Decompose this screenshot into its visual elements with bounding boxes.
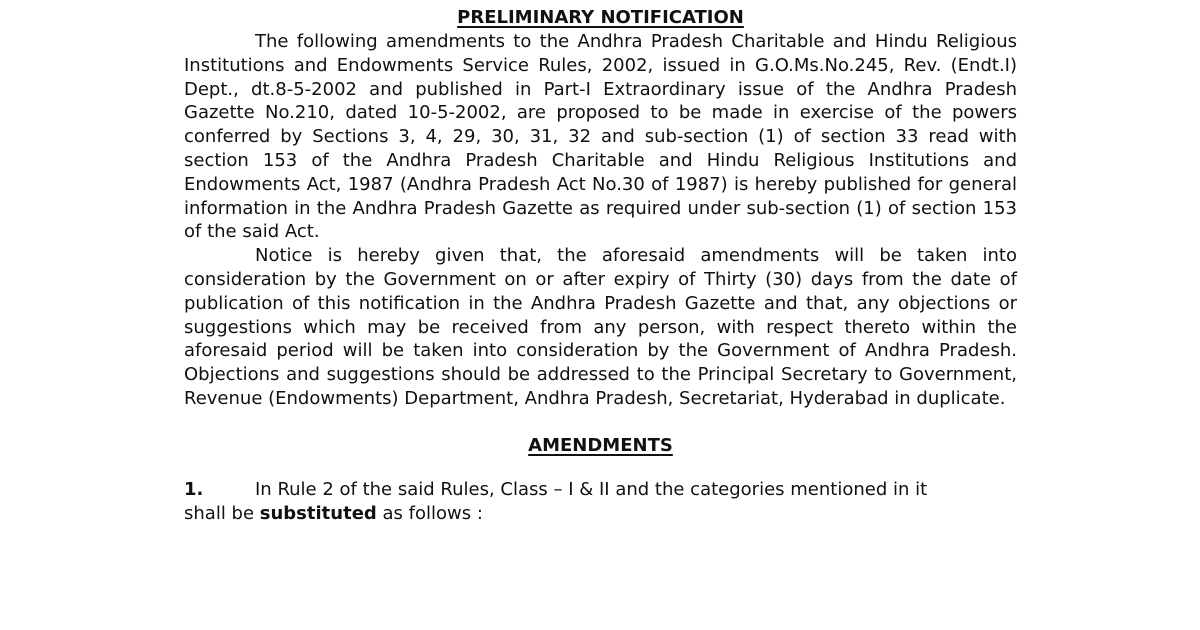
rule-substituted-word: substituted [259,502,377,524]
rule-line-2 [184,502,1017,526]
rule-number: 1. [184,478,204,500]
rule-text: In Rule 2 of the said Rules, Class – I & II and the categories mentioned in it [255,478,928,500]
page-title: PRELIMINARY NOTIFICATION [457,7,744,28]
rule-item-1 [184,478,1017,526]
rule-line2-suffix: as follows : [376,502,483,524]
rule-line-1 [184,478,1017,502]
paragraph-notice: Notice is hereby given that, the aforesaid amendments will be taken into consideration by the Government on or after expiry of Thirty (30) days from the date of publication of this notification in the Andhra Pradesh Gazette and that, any objections or suggestions which may be received from any person, with respect thereto within the aforesaid period will be taken into consideration by the Government of Andhra Pradesh. Objections and suggestions should be addressed to the Principal Secretary to Government, Revenue (Endowments) Department, Andhra Pradesh, Secretariat, Hyderabad in duplicate. [184,245,1017,409]
paragraph-amendments-intro: The following amendments to the Andhra Pradesh Charitable and Hindu Religious Institutions and Endowments Service Rules, 2002, issued in G.O.Ms.No.245, Rev. (Endt.I) Dept., dt.8-5-2002 and published in Part-I Extraordinary issue of the Andhra Pradesh Gazette No.210, dated 10-5-2002, are proposed to be made in exercise of the powers conferred by Sections 3, 4, 29, 30, 31, 32 and sub-section (1) of section 33 read with section 153 of the Andhra Pradesh Charitable and Hindu Religious Institutions and Endowments Act, 1987 (Andhra Pradesh Act No.30 of 1987) is hereby published for general information in the Andhra Pradesh Gazette as required under sub-section (1) of section 153 of the said Act. [184,31,1017,243]
amendments-heading: AMENDMENTS [528,434,673,456]
rule-line2-prefix: shall be [184,502,260,524]
document-page [184,0,1017,525]
